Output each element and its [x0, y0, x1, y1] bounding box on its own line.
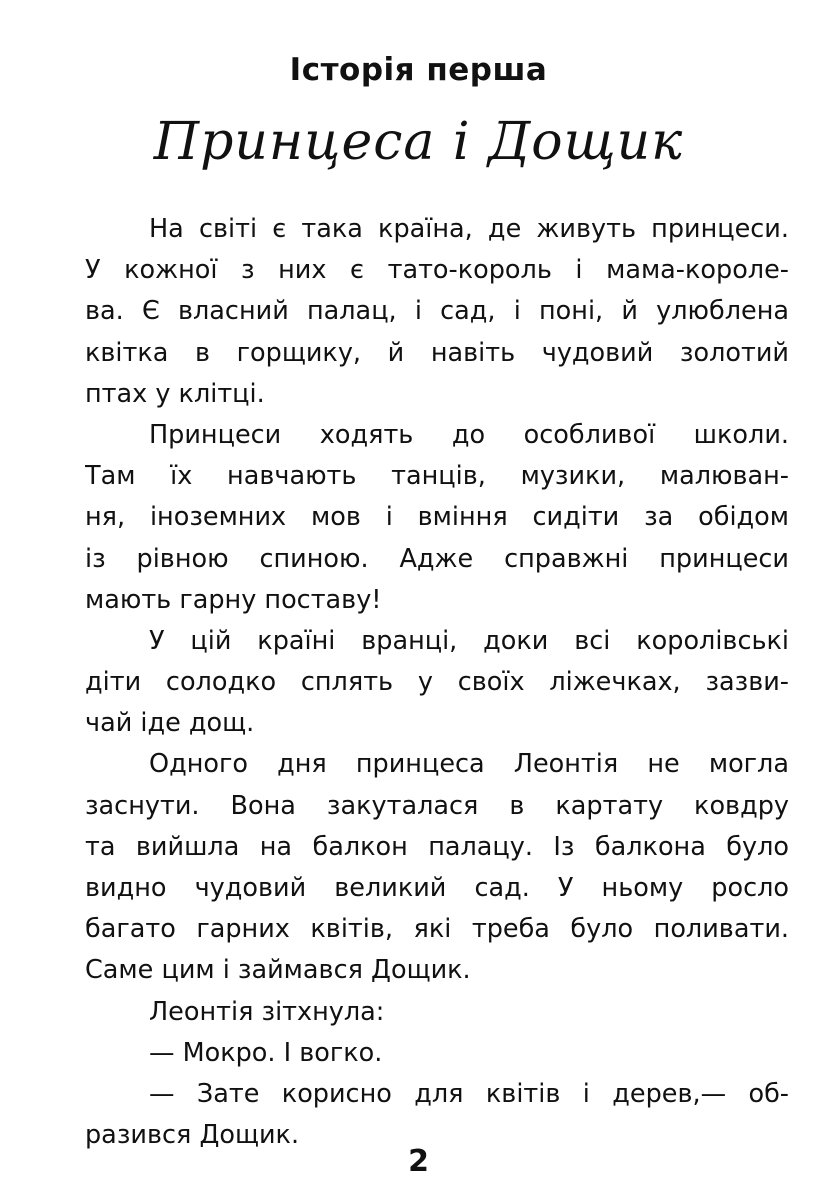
text-line: багато гарних квітів, які треба було поливати. [85, 914, 789, 945]
story-title: Принцеса і Дощик [153, 112, 684, 172]
text-line: Принцеси ходять до особливої школи. [149, 419, 789, 450]
text-line: квітка в горщику, й навіть чудовий золотий [85, 337, 789, 368]
text-line: У цій країні вранці, доки всі королівські [149, 625, 789, 656]
text-line: діти солодко сплять у своїх ліжечках, зазви- [85, 667, 789, 698]
text-line: — Зате корисно для квітів і дерев,— об- [149, 1078, 789, 1109]
text-line: та вийшла на балкон палацу. Із балкона було [85, 831, 789, 862]
text-line: видно чудовий великий сад. У ньому росло [85, 873, 789, 903]
text-line: ня, іноземних мов і вміння сидіти за обідом [85, 502, 789, 533]
text-line: У кожної з них є тато-король і мама-короле- [85, 255, 789, 286]
text-line: чай іде дощ. [85, 708, 255, 739]
text-line: — Мокро. І вогко. [149, 1037, 383, 1068]
text-line: мають гарну поставу! [85, 584, 382, 615]
text-line: Там їх навчають танців, музики, малюван- [85, 461, 789, 492]
text-line: із рівною спиною. Адже справжні принцеси [85, 543, 789, 574]
text-line: Саме цим і займався Дощик. [85, 955, 471, 986]
text-line: ва. Є власний палац, і сад, і поні, й улюблена [85, 296, 789, 327]
text-line: заснути. Вона закуталася в картату ковдру [85, 790, 789, 821]
text-line: птах у клітці. [85, 378, 265, 409]
text-line: Одного дня принцеса Леонтія не могла [149, 749, 789, 780]
page-number: 2 [408, 1144, 429, 1179]
chapter-label: Історія перша [289, 52, 548, 88]
story-text [85, 209, 789, 1156]
text-line: разився Дощик. [85, 1120, 300, 1151]
text-line: Леонтія зітхнула: [149, 996, 385, 1027]
text-line: На світі є така країна, де живуть принцеси. [149, 214, 789, 244]
